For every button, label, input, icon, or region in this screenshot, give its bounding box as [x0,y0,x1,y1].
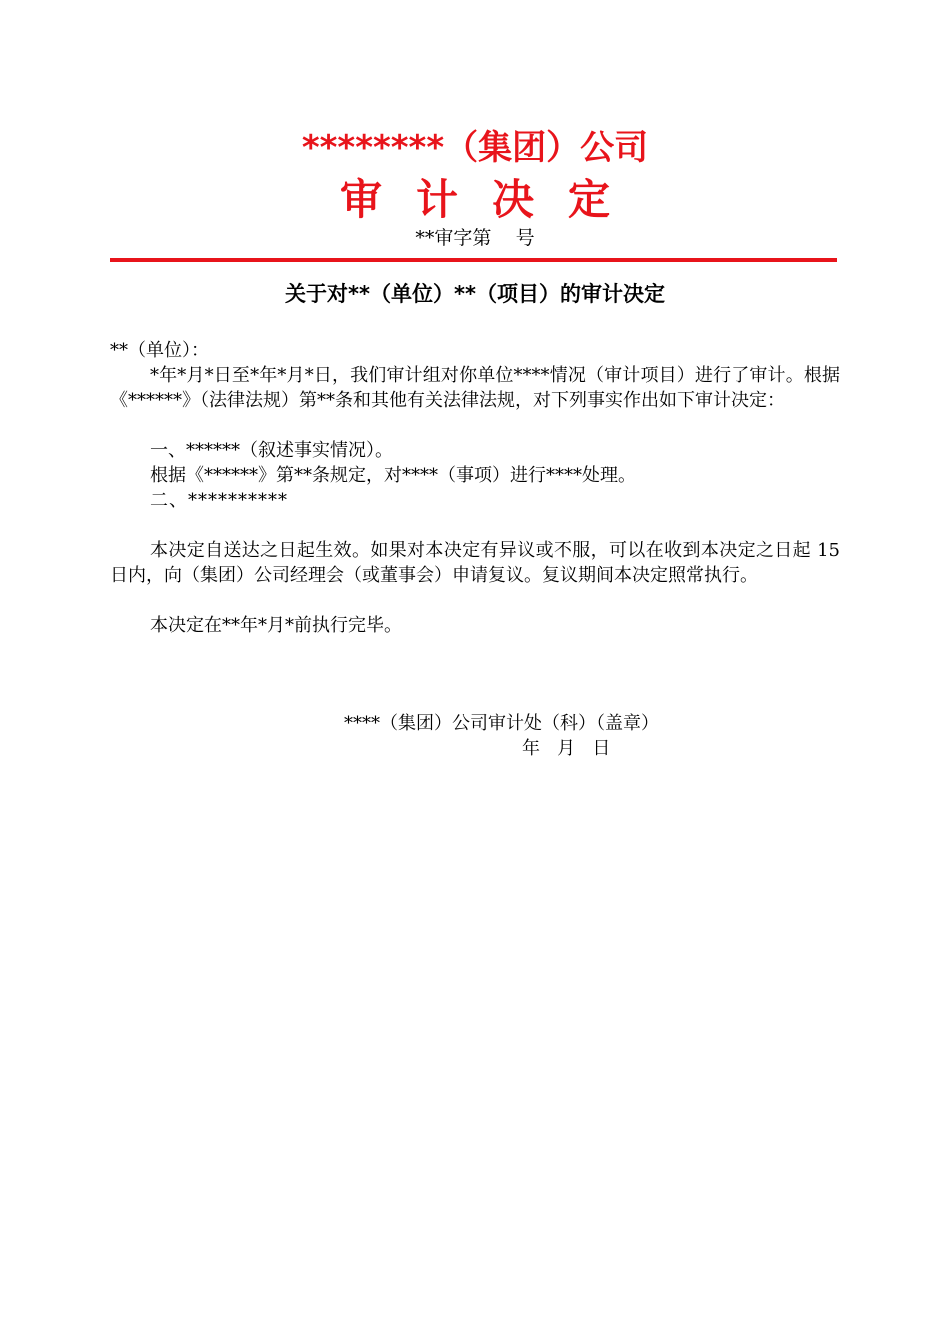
intro-paragraph: *年*月*日至*年*月*日，我们审计组对你单位****情况（审计项目）进行了审计。根据《******》（法律法规）第**条和其他有关法律法规，对下列事实作出如下审计决定： [110,365,840,411]
finding-item-1-detail: 根据《******》第**条规定，对****（事项）进行****处理。 [150,465,636,486]
recipient-line: **（单位）： [110,340,209,361]
header-divider [110,258,837,262]
document-title: 审计决定 [339,175,644,224]
effective-paragraph: 本决定自送达之日起生效。如果对本决定有异议或不服，可以在收到本决定之日起 15 日内，向（集团）公司经理会（或董事会）申请复议。复议期间本决定照常执行。 [110,540,840,586]
organization-title: ********（集团）公司 [301,128,649,168]
finding-item-2: 二、********** [150,490,288,511]
signature-date: 年 月 日 [522,738,611,759]
subject-heading: 关于对**（单位）**（项目）的审计决定 [285,282,665,306]
finding-item-1: 一、******（叙述事实情况）。 [150,440,393,461]
deadline-paragraph: 本决定在**年*月*前执行完毕。 [150,615,402,636]
document-number: **审字第 号 [415,227,535,249]
signature-block: ****（集团）公司审计处（科）（盖章） [344,713,659,734]
